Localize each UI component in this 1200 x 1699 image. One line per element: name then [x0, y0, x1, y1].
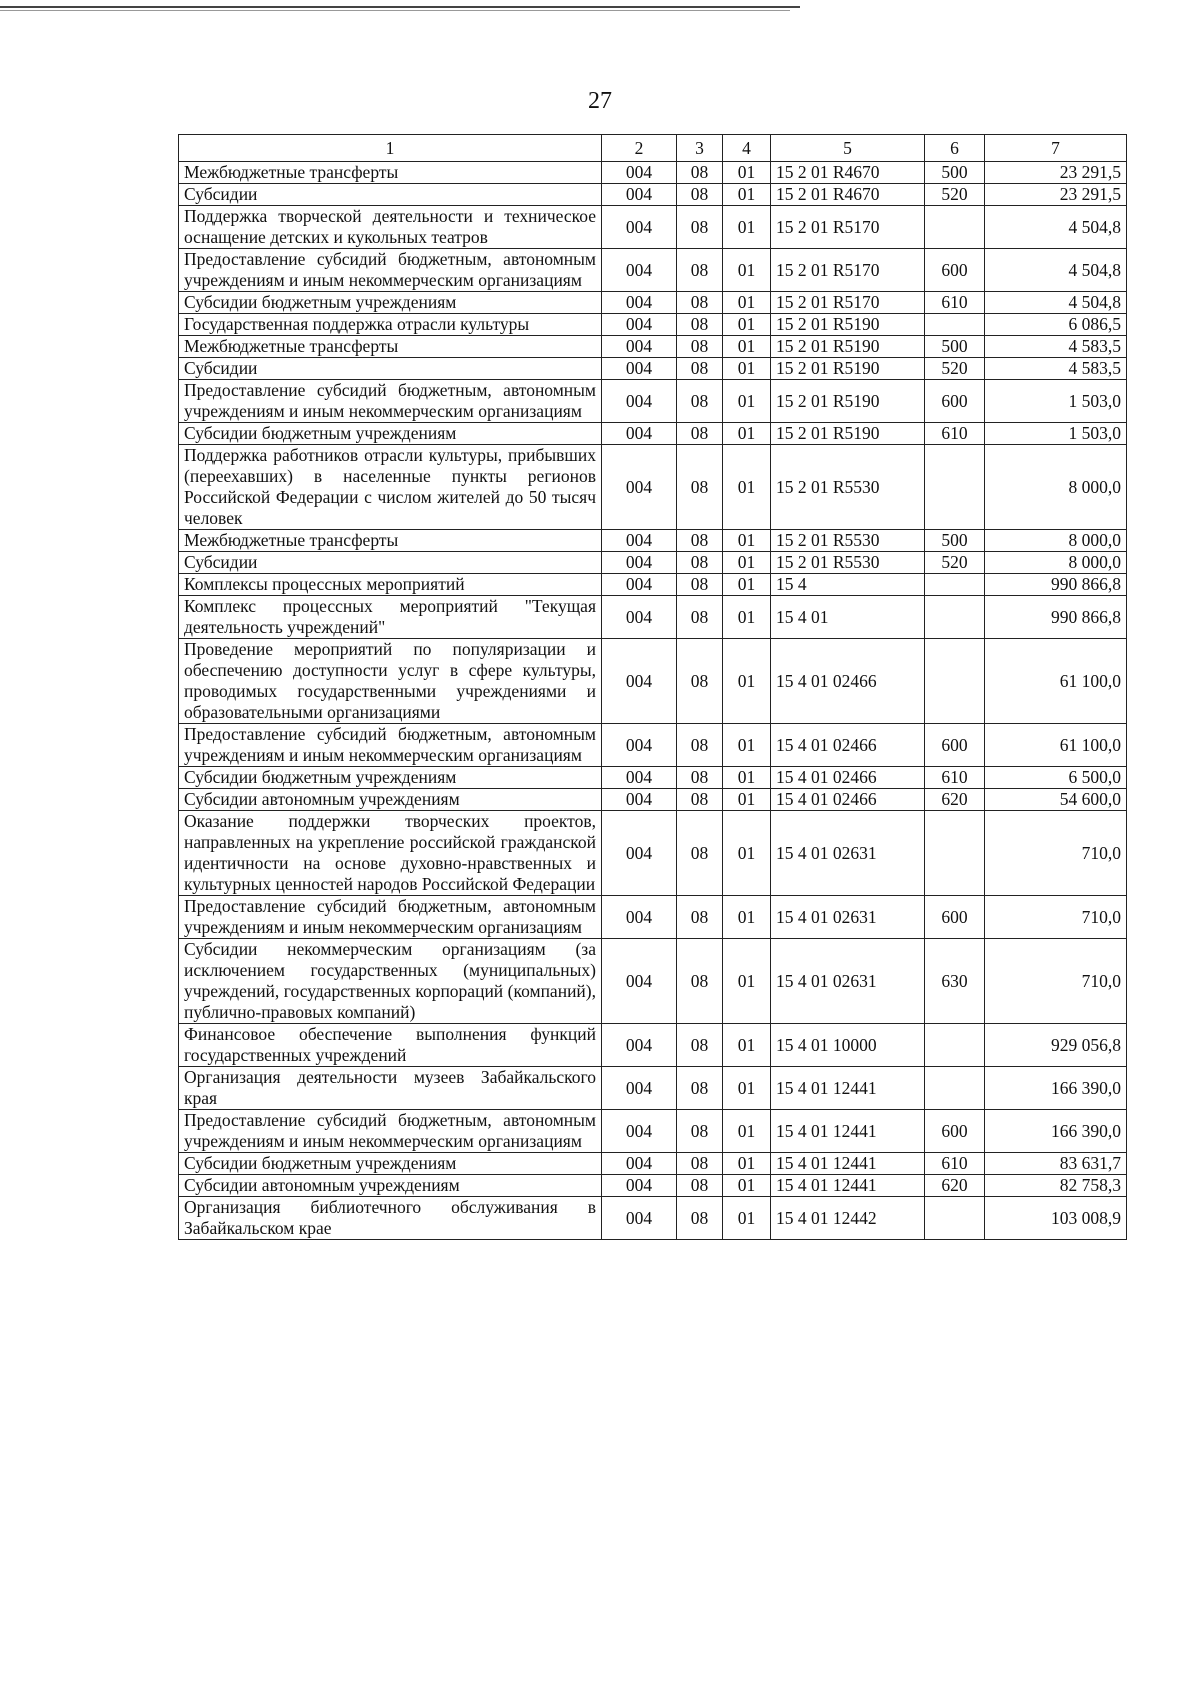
column-header: 7	[985, 135, 1127, 162]
ministry-code-cell: 004	[602, 206, 677, 249]
target-article-cell: 15 2 01 R5530	[771, 530, 925, 552]
row-name-cell: Предоставление субсидий бюджетным, автономным учреждениям и иным некоммерческим организациям	[179, 724, 602, 767]
ministry-code-cell: 004	[602, 811, 677, 896]
amount-cell: 23 291,5	[985, 184, 1127, 206]
table-row	[179, 184, 1127, 206]
amount-cell: 8 000,0	[985, 445, 1127, 530]
section-code-cell: 08	[677, 574, 723, 596]
section-code-cell: 08	[677, 206, 723, 249]
table-row	[179, 1197, 1127, 1240]
expense-type-cell: 500	[925, 336, 985, 358]
column-header: 3	[677, 135, 723, 162]
ministry-code-cell: 004	[602, 358, 677, 380]
table-row	[179, 206, 1127, 249]
row-name-cell: Субсидии	[179, 552, 602, 574]
subsection-code-cell: 01	[723, 552, 771, 574]
expense-type-cell: 500	[925, 530, 985, 552]
table-row	[179, 445, 1127, 530]
row-name-cell: Субсидии бюджетным учреждениям	[179, 1153, 602, 1175]
column-header: 4	[723, 135, 771, 162]
subsection-code-cell: 01	[723, 1024, 771, 1067]
table-row	[179, 896, 1127, 939]
target-article-cell: 15 4 01 02466	[771, 639, 925, 724]
target-article-cell: 15 2 01 R5190	[771, 380, 925, 423]
target-article-cell: 15 4 01 02466	[771, 724, 925, 767]
table-row	[179, 380, 1127, 423]
target-article-cell: 15 4 01 02466	[771, 767, 925, 789]
column-header: 1	[179, 135, 602, 162]
expense-type-cell: 600	[925, 380, 985, 423]
amount-cell: 61 100,0	[985, 639, 1127, 724]
target-article-cell: 15 4	[771, 574, 925, 596]
ministry-code-cell: 004	[602, 184, 677, 206]
section-code-cell: 08	[677, 530, 723, 552]
amount-cell: 4 583,5	[985, 336, 1127, 358]
table-row	[179, 1067, 1127, 1110]
column-header: 5	[771, 135, 925, 162]
subsection-code-cell: 01	[723, 1197, 771, 1240]
expense-type-cell	[925, 314, 985, 336]
amount-cell: 1 503,0	[985, 380, 1127, 423]
expense-type-cell: 520	[925, 184, 985, 206]
amount-cell: 990 866,8	[985, 574, 1127, 596]
table-row	[179, 789, 1127, 811]
row-name-cell: Субсидии автономным учреждениям	[179, 789, 602, 811]
subsection-code-cell: 01	[723, 939, 771, 1024]
target-article-cell: 15 4 01 12441	[771, 1110, 925, 1153]
section-code-cell: 08	[677, 552, 723, 574]
ministry-code-cell: 004	[602, 314, 677, 336]
scan-top-border	[0, 6, 800, 8]
table-row	[179, 724, 1127, 767]
amount-cell: 4 504,8	[985, 249, 1127, 292]
ministry-code-cell: 004	[602, 1110, 677, 1153]
ministry-code-cell: 004	[602, 162, 677, 184]
amount-cell: 103 008,9	[985, 1197, 1127, 1240]
row-name-cell: Субсидии автономным учреждениям	[179, 1175, 602, 1197]
table-row	[179, 530, 1127, 552]
amount-cell: 710,0	[985, 896, 1127, 939]
expense-type-cell: 500	[925, 162, 985, 184]
target-article-cell: 15 2 01 R4670	[771, 184, 925, 206]
amount-cell: 710,0	[985, 811, 1127, 896]
amount-cell: 6 086,5	[985, 314, 1127, 336]
table-row	[179, 423, 1127, 445]
table-body	[179, 135, 1127, 1240]
scan-top-border-shadow	[0, 10, 790, 11]
subsection-code-cell: 01	[723, 162, 771, 184]
amount-cell: 710,0	[985, 939, 1127, 1024]
row-name-cell: Межбюджетные трансферты	[179, 162, 602, 184]
row-name-cell: Субсидии бюджетным учреждениям	[179, 767, 602, 789]
column-header: 6	[925, 135, 985, 162]
expense-type-cell	[925, 206, 985, 249]
ministry-code-cell: 004	[602, 639, 677, 724]
row-name-cell: Финансовое обеспечение выполнения функций государственных учреждений	[179, 1024, 602, 1067]
table-row	[179, 639, 1127, 724]
subsection-code-cell: 01	[723, 292, 771, 314]
section-code-cell: 08	[677, 724, 723, 767]
section-code-cell: 08	[677, 445, 723, 530]
section-code-cell: 08	[677, 639, 723, 724]
table-row	[179, 1175, 1127, 1197]
table-row	[179, 767, 1127, 789]
section-code-cell: 08	[677, 1067, 723, 1110]
ministry-code-cell: 004	[602, 1067, 677, 1110]
target-article-cell: 15 4 01 02631	[771, 939, 925, 1024]
section-code-cell: 08	[677, 1024, 723, 1067]
subsection-code-cell: 01	[723, 767, 771, 789]
subsection-code-cell: 01	[723, 336, 771, 358]
amount-cell: 166 390,0	[985, 1110, 1127, 1153]
subsection-code-cell: 01	[723, 206, 771, 249]
subsection-code-cell: 01	[723, 811, 771, 896]
subsection-code-cell: 01	[723, 639, 771, 724]
section-code-cell: 08	[677, 811, 723, 896]
target-article-cell: 15 4 01 02631	[771, 896, 925, 939]
amount-cell: 23 291,5	[985, 162, 1127, 184]
expense-type-cell: 610	[925, 1153, 985, 1175]
target-article-cell: 15 2 01 R4670	[771, 162, 925, 184]
target-article-cell: 15 2 01 R5190	[771, 314, 925, 336]
section-code-cell: 08	[677, 380, 723, 423]
expense-type-cell: 520	[925, 552, 985, 574]
expense-type-cell	[925, 811, 985, 896]
section-code-cell: 08	[677, 789, 723, 811]
subsection-code-cell: 01	[723, 1110, 771, 1153]
amount-cell: 8 000,0	[985, 552, 1127, 574]
row-name-cell: Межбюджетные трансферты	[179, 336, 602, 358]
section-code-cell: 08	[677, 314, 723, 336]
section-code-cell: 08	[677, 184, 723, 206]
section-code-cell: 08	[677, 939, 723, 1024]
expense-type-cell: 620	[925, 1175, 985, 1197]
ministry-code-cell: 004	[602, 574, 677, 596]
amount-cell: 83 631,7	[985, 1153, 1127, 1175]
ministry-code-cell: 004	[602, 423, 677, 445]
target-article-cell: 15 4 01 10000	[771, 1024, 925, 1067]
target-article-cell: 15 4 01 12442	[771, 1197, 925, 1240]
row-name-cell: Государственная поддержка отрасли культуры	[179, 314, 602, 336]
table-row	[179, 249, 1127, 292]
target-article-cell: 15 4 01	[771, 596, 925, 639]
ministry-code-cell: 004	[602, 552, 677, 574]
row-name-cell: Субсидии бюджетным учреждениям	[179, 292, 602, 314]
amount-cell: 4 504,8	[985, 292, 1127, 314]
target-article-cell: 15 2 01 R5190	[771, 336, 925, 358]
expense-type-cell: 610	[925, 292, 985, 314]
row-name-cell: Предоставление субсидий бюджетным, автономным учреждениям и иным некоммерческим организациям	[179, 1110, 602, 1153]
expense-type-cell	[925, 445, 985, 530]
target-article-cell: 15 4 01 12441	[771, 1067, 925, 1110]
amount-cell: 990 866,8	[985, 596, 1127, 639]
subsection-code-cell: 01	[723, 1067, 771, 1110]
ministry-code-cell: 004	[602, 445, 677, 530]
table-row	[179, 1153, 1127, 1175]
expense-type-cell: 600	[925, 1110, 985, 1153]
row-name-cell: Организация деятельности музеев Забайкальского края	[179, 1067, 602, 1110]
row-name-cell: Организация библиотечного обслуживания в Забайкальском крае	[179, 1197, 602, 1240]
table-row	[179, 1110, 1127, 1153]
target-article-cell: 15 2 01 R5530	[771, 445, 925, 530]
amount-cell: 4 504,8	[985, 206, 1127, 249]
expense-type-cell	[925, 574, 985, 596]
table-row	[179, 314, 1127, 336]
section-code-cell: 08	[677, 767, 723, 789]
subsection-code-cell: 01	[723, 249, 771, 292]
ministry-code-cell: 004	[602, 1024, 677, 1067]
table-header-row	[179, 135, 1127, 162]
subsection-code-cell: 01	[723, 789, 771, 811]
expense-type-cell: 630	[925, 939, 985, 1024]
subsection-code-cell: 01	[723, 574, 771, 596]
section-code-cell: 08	[677, 358, 723, 380]
amount-cell: 82 758,3	[985, 1175, 1127, 1197]
table-row	[179, 292, 1127, 314]
ministry-code-cell: 004	[602, 380, 677, 423]
ministry-code-cell: 004	[602, 789, 677, 811]
ministry-code-cell: 004	[602, 596, 677, 639]
amount-cell: 8 000,0	[985, 530, 1127, 552]
ministry-code-cell: 004	[602, 1175, 677, 1197]
expense-type-cell: 600	[925, 896, 985, 939]
expense-type-cell: 620	[925, 789, 985, 811]
amount-cell: 166 390,0	[985, 1067, 1127, 1110]
table-row	[179, 552, 1127, 574]
row-name-cell: Предоставление субсидий бюджетным, автономным учреждениям и иным некоммерческим организациям	[179, 896, 602, 939]
target-article-cell: 15 2 01 R5170	[771, 292, 925, 314]
row-name-cell: Межбюджетные трансферты	[179, 530, 602, 552]
row-name-cell: Проведение мероприятий по популяризации и обеспечению доступности услуг в сфере культуры, проводимых государственными учреждениями и образовательными организациями	[179, 639, 602, 724]
subsection-code-cell: 01	[723, 596, 771, 639]
expense-type-cell	[925, 1067, 985, 1110]
table-row	[179, 939, 1127, 1024]
amount-cell: 4 583,5	[985, 358, 1127, 380]
target-article-cell: 15 2 01 R5170	[771, 249, 925, 292]
row-name-cell: Субсидии бюджетным учреждениям	[179, 423, 602, 445]
amount-cell: 929 056,8	[985, 1024, 1127, 1067]
ministry-code-cell: 004	[602, 724, 677, 767]
section-code-cell: 08	[677, 1153, 723, 1175]
table-row	[179, 574, 1127, 596]
amount-cell: 6 500,0	[985, 767, 1127, 789]
ministry-code-cell: 004	[602, 896, 677, 939]
target-article-cell: 15 2 01 R5530	[771, 552, 925, 574]
section-code-cell: 08	[677, 1110, 723, 1153]
table-row	[179, 358, 1127, 380]
amount-cell: 61 100,0	[985, 724, 1127, 767]
ministry-code-cell: 004	[602, 249, 677, 292]
ministry-code-cell: 004	[602, 767, 677, 789]
target-article-cell: 15 4 01 02466	[771, 789, 925, 811]
row-name-cell: Поддержка работников отрасли культуры, прибывших (переехавших) в населенные пункты регионов Российской Федерации с числом жителей до 50 тысяч человек	[179, 445, 602, 530]
table-row	[179, 811, 1127, 896]
target-article-cell: 15 2 01 R5170	[771, 206, 925, 249]
subsection-code-cell: 01	[723, 1175, 771, 1197]
amount-cell: 54 600,0	[985, 789, 1127, 811]
expense-type-cell	[925, 639, 985, 724]
row-name-cell: Предоставление субсидий бюджетным, автономным учреждениям и иным некоммерческим организациям	[179, 380, 602, 423]
target-article-cell: 15 4 01 12441	[771, 1153, 925, 1175]
ministry-code-cell: 004	[602, 292, 677, 314]
column-header: 2	[602, 135, 677, 162]
subsection-code-cell: 01	[723, 184, 771, 206]
expense-type-cell: 610	[925, 423, 985, 445]
section-code-cell: 08	[677, 1175, 723, 1197]
section-code-cell: 08	[677, 249, 723, 292]
budget-table	[178, 134, 1127, 1240]
row-name-cell: Комплексы процессных мероприятий	[179, 574, 602, 596]
expense-type-cell: 520	[925, 358, 985, 380]
expense-type-cell: 600	[925, 724, 985, 767]
row-name-cell: Поддержка творческой деятельности и техническое оснащение детских и кукольных театров	[179, 206, 602, 249]
subsection-code-cell: 01	[723, 1153, 771, 1175]
table-row	[179, 162, 1127, 184]
subsection-code-cell: 01	[723, 358, 771, 380]
subsection-code-cell: 01	[723, 380, 771, 423]
ministry-code-cell: 004	[602, 336, 677, 358]
section-code-cell: 08	[677, 292, 723, 314]
subsection-code-cell: 01	[723, 445, 771, 530]
section-code-cell: 08	[677, 162, 723, 184]
expense-type-cell: 610	[925, 767, 985, 789]
ministry-code-cell: 004	[602, 530, 677, 552]
row-name-cell: Оказание поддержки творческих проектов, направленных на укрепление российской гражданской идентичности на основе духовно-нравственных и культурных ценностей народов Российской Федерации	[179, 811, 602, 896]
table-row	[179, 336, 1127, 358]
row-name-cell: Субсидии некоммерческим организациям (за исключением государственных (муниципальных) учреждений, государственных корпораций (компаний), публично-правовых компаний)	[179, 939, 602, 1024]
row-name-cell: Предоставление субсидий бюджетным, автономным учреждениям и иным некоммерческим организациям	[179, 249, 602, 292]
expense-type-cell	[925, 1197, 985, 1240]
section-code-cell: 08	[677, 1197, 723, 1240]
section-code-cell: 08	[677, 423, 723, 445]
target-article-cell: 15 4 01 02631	[771, 811, 925, 896]
ministry-code-cell: 004	[602, 1197, 677, 1240]
section-code-cell: 08	[677, 896, 723, 939]
subsection-code-cell: 01	[723, 530, 771, 552]
row-name-cell: Субсидии	[179, 184, 602, 206]
target-article-cell: 15 4 01 12441	[771, 1175, 925, 1197]
expense-type-cell	[925, 1024, 985, 1067]
target-article-cell: 15 2 01 R5190	[771, 358, 925, 380]
subsection-code-cell: 01	[723, 724, 771, 767]
amount-cell: 1 503,0	[985, 423, 1127, 445]
subsection-code-cell: 01	[723, 896, 771, 939]
ministry-code-cell: 004	[602, 1153, 677, 1175]
ministry-code-cell: 004	[602, 939, 677, 1024]
subsection-code-cell: 01	[723, 314, 771, 336]
table-row	[179, 1024, 1127, 1067]
expense-type-cell: 600	[925, 249, 985, 292]
subsection-code-cell: 01	[723, 423, 771, 445]
expense-type-cell	[925, 596, 985, 639]
row-name-cell: Субсидии	[179, 358, 602, 380]
row-name-cell: Комплекс процессных мероприятий "Текущая деятельность учреждений"	[179, 596, 602, 639]
section-code-cell: 08	[677, 336, 723, 358]
target-article-cell: 15 2 01 R5190	[771, 423, 925, 445]
section-code-cell: 08	[677, 596, 723, 639]
table-row	[179, 596, 1127, 639]
page-number: 27	[588, 88, 612, 114]
